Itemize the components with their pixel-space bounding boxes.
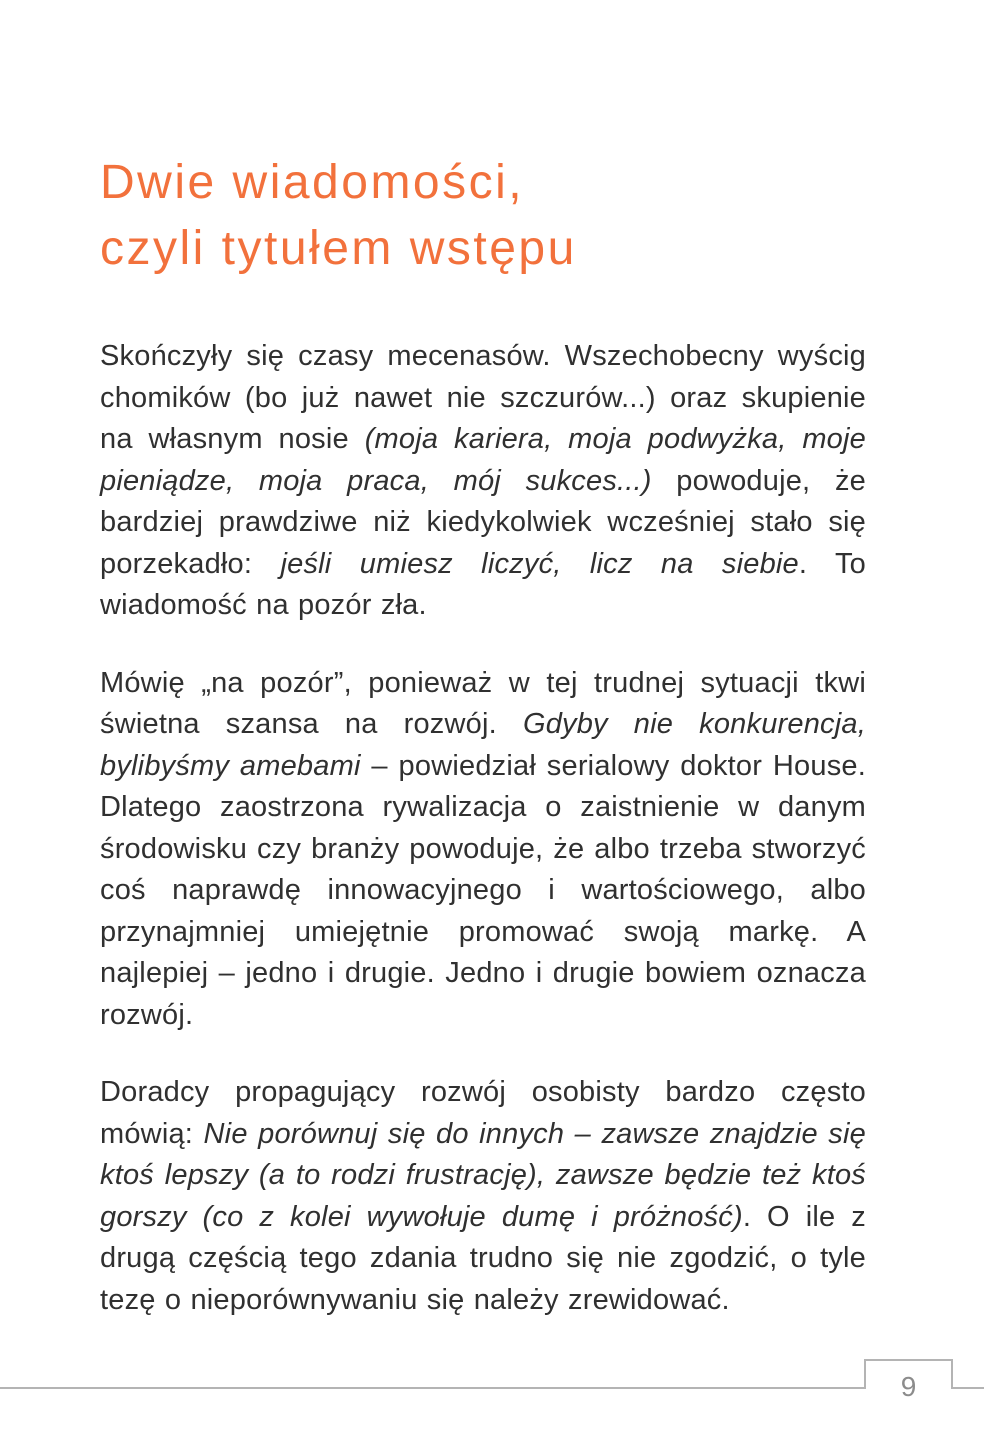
text-run: Doradcy propagujący rozwój osobisty bardzo często mówią: [100, 1076, 866, 1150]
text-run: – powiedział serialowy doktor House. Dlatego zaostrzona rywalizacja o zaistnienie w danym środowisku czy branży powoduje, że albo trzeba stworzyć coś naprawdę innowacyjnego i wartościowego, albo przynajmniej umiejętnie promować swoją markę. A najlepiej – jedno i drugie. Jedno i drugie bowiem oznacza rozwój. [100, 749, 866, 1031]
text-run: jeśli umiesz liczyć, licz na siebie [280, 547, 799, 580]
paragraph [100, 1072, 866, 1321]
page-number: 9 [900, 1371, 917, 1402]
text-run: Gdyby nie konkurencja, bylibyśmy amebami [100, 708, 866, 782]
paragraph [100, 336, 866, 627]
text-run: . O ile z drugą częścią tego zdania trudno się nie zgodzić, o tyle tezę o nieporównywaniu się należy zrewidować. [100, 1200, 866, 1316]
text-run: powoduje, że bardziej prawdziwe niż kiedykolwiek wcześniej stało się porzekadło: [100, 464, 866, 580]
text-run: Mówię „na pozór”, ponieważ w tej trudnej sytuacji tkwi świetna szansa na rozwój. [100, 666, 866, 740]
text-run: . To wiadomość na pozór zła. [100, 547, 866, 621]
text-run: (moja kariera, moja podwyżka, moje pieniądze, moja praca, mój sukces...) [100, 423, 866, 497]
footer-rule-left [0, 1387, 864, 1389]
footer-rule-right [951, 1387, 984, 1389]
chapter-title-line-2: czyli tytułem wstępu [100, 222, 577, 275]
text-run: Nie porównuj się do innych – zawsze znajdzie się ktoś lepszy (a to rodzi frustrację), zawsze będzie też ktoś gorszy (co z kolei wywołuje dumę i próżność) [100, 1117, 866, 1233]
paragraph [100, 663, 866, 1037]
body-text [100, 336, 866, 1357]
text-run: Skończyły się czasy mecenasów. Wszechobecny wyścig chomików (bo już nawet nie szczurów...) oraz skupienie na własnym nosie [100, 340, 866, 455]
chapter-title [100, 150, 577, 282]
chapter-title-line-1: Dwie wiadomości, [100, 156, 525, 209]
